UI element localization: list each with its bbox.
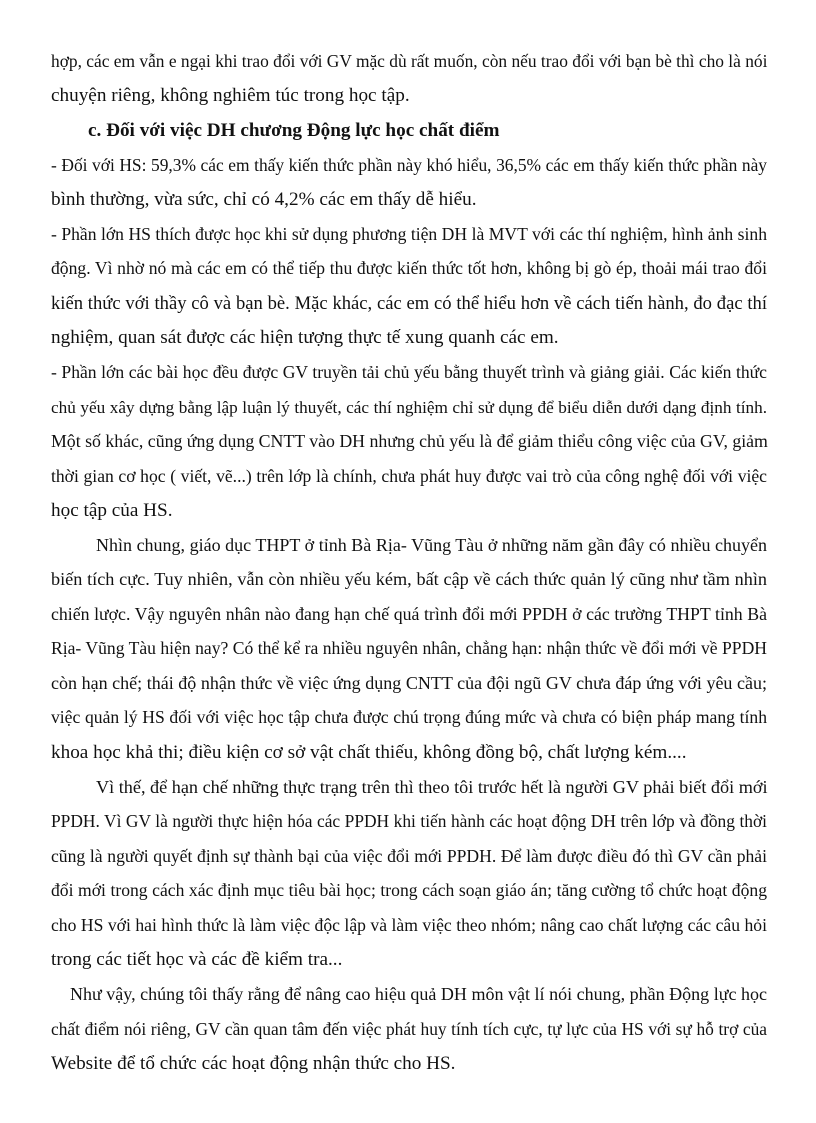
text-line: chuyện riêng, không nghiêm túc trong học tập. [51,85,410,106]
text-line: việc quản lý HS đối với việc học tập chưa được chú trọng đúng mức và chưa có biện pháp mang tính [51,707,767,727]
text-line: nghiệm, quan sát được các hiện tượng thực tế xung quanh các em. [51,327,559,348]
text-line: Vì thế, để hạn chế những thực trạng trên thì theo tôi trước hết là người GV phải biết đổi mới [96,777,768,797]
text-line: - Đối với HS: 59,3% các em thấy kiến thức phần này khó hiểu, 36,5% các em thấy kiến thức phần này [51,155,767,175]
text-line: - Phần lớn các bài học đều được GV truyền tải chủ yếu bằng thuyết trình và giảng giải. Các kiến thức [51,362,767,382]
text-line: cũng là người quyết định sự thành bại của việc đổi mới PPDH. Để làm được điều đó thì GV cần phải [51,846,767,866]
text-line: cho HS với hai hình thức là làm việc độc lập và làm việc theo nhóm; nâng cao chất lượng các câu hỏi [51,915,767,935]
text-line: bình thường, vừa sức, chỉ có 4,2% các em thấy dễ hiểu. [51,189,477,210]
text-line: Một số khác, cũng ứng dụng CNTT vào DH nhưng chủ yếu là để giảm thiểu công việc của GV, giảm [51,431,768,451]
text-line: PPDH. Vì GV là người thực hiện hóa các PPDH khi tiến hành các hoạt động DH trên lớp và đồng thời [51,811,767,831]
section-heading: c. Đối với việc DH chương Động lực học chất điểm [88,120,500,141]
text-line: hợp, các em vẫn e ngại khi trao đổi với GV mặc dù rất muốn, còn nếu trao đổi với bạn bè thì cho là nói [51,51,768,71]
text-line: - Phần lớn HS thích được học khi sử dụng phương tiện DH là MVT với các thí nghiệm, hình ảnh sinh [51,224,767,244]
text-line: thời gian cơ học ( viết, vẽ...) trên lớp là chính, chưa phát huy được vai trò của công nghệ đối với việc [51,466,767,486]
text-line: Như vậy, chúng tôi thấy rằng để nâng cao hiệu quả DH môn vật lí nói chung, phần Động lực học [70,984,767,1004]
text-line: Rịa- Vũng Tàu hiện nay? Có thể kể ra nhiều nguyên nhân, chẳng hạn: nhận thức về đổi mới về PPDH [51,638,767,658]
text-line: khoa học khả thi; điều kiện cơ sở vật chất thiếu, không đồng bộ, chất lượng kém.... [51,742,687,763]
text-line: chiến lược. Vậy nguyên nhân nào đang hạn chế quá trình đổi mới PPDH ở các trường THPT tỉnh Bà [51,604,767,624]
text-line: chất điểm nói riêng, GV cần quan tâm đến việc phát huy tính tích cực, tự lực của HS với sự hỗ trợ của [51,1019,767,1039]
text-line: chủ yếu xây dựng bằng lập luận lý thuyết, các thí nghiệm chỉ sử dụng để biểu diễn dưới dạng định tính. [51,398,767,417]
text-line: học tập của HS. [51,500,173,521]
text-line: trong các tiết học và các đề kiểm tra... [51,949,343,970]
text-line: biến tích cực. Tuy nhiên, vẫn còn nhiều yếu kém, bất cập về cách thức quản lý cũng như tầm nhìn [51,569,767,589]
text-line: động. Vì nhờ nó mà các em có thể tiếp thu được kiến thức tốt hơn, không bị gò ép, thoải mái trao đổi [51,258,767,278]
text-line: Nhìn chung, giáo dục THPT ở tỉnh Bà Rịa- Vũng Tàu ở những năm gần đây có nhiều chuyển [96,535,767,555]
text-line: Website để tổ chức các hoạt động nhận thức cho HS. [51,1053,456,1074]
text-line: còn hạn chế; thái độ nhận thức về việc ứng dụng CNTT của đội ngũ GV chưa đáp ứng với yêu cầu; [51,673,767,693]
text-line: đổi mới trong cách xác định mục tiêu bài học; trong cách soạn giáo án; tăng cường tổ chức hoạt động [51,880,767,900]
text-line: kiến thức với thầy cô và bạn bè. Mặc khác, các em có thể hiểu hơn về cách tiến hành, đo đạc thí [51,293,767,314]
